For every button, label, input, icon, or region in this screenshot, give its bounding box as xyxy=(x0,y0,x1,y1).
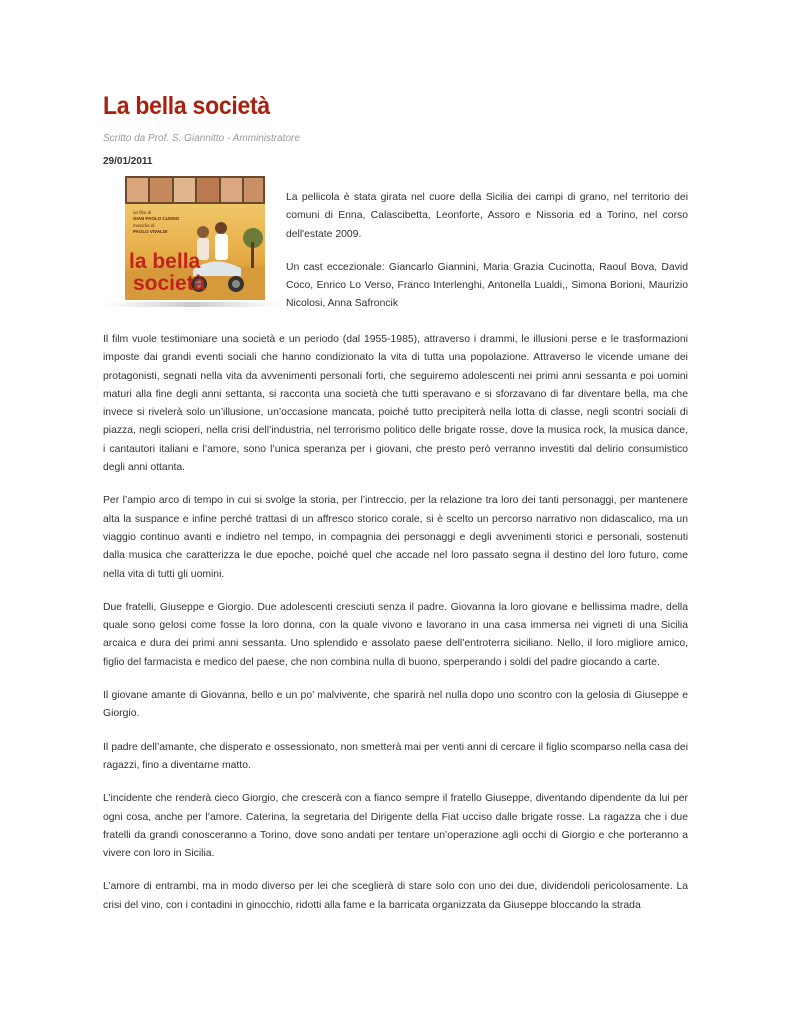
paragraph: Due fratelli, Giuseppe e Giorgio. Due adolescenti cresciuti senza il padre. Giovanna la loro giovane e bellissima madre, della quale sono gelosi come fosse la loro donna, con la quale vivono e lavorano in una casa immersa nei vigneti di una Sicilia arcaica e dura dei primi anni sessanta. Uno splendido e assolato paese dell’entroterra siciliano. Nello, il loro migliore amico, figlio del farmacista e medico del paese, che non combina nulla di buono, sperperando i soldi del padre giocando a carte. xyxy=(103,601,688,668)
paragraph: La pellicola è stata girata nel cuore della Sicilia dei campi di grano, nel territorio dei comuni di Enna, Calascibetta, Leonforte, Assoro e Nissoria ed a Torino, nel corso dell'estate 2009. xyxy=(286,192,688,240)
paragraph: Un cast eccezionale: Giancarlo Giannini, Maria Grazia Cucinotta, Raoul Bova, David Coco, Enrico Lo Verso, Franco Interlenghi, Antonella Lualdi,, Simona Borioni, Maurizio Nicolosi, Anna Safroncik xyxy=(286,261,688,310)
article-body xyxy=(103,331,688,915)
paragraph: L’amore di entrambi, ma in modo diverso per lei che sceglierà di stare solo con uno dei due, dividendoli pericolosamente. La crisi del vino, con i contadini in ginocchio, ridotti alla fame e la barricata organizzata da Giuseppe bloccando la strada xyxy=(103,881,688,911)
paragraph: Il giovane amante di Giovanna, bello e un po’ malvivente, che sparirà nel nulla dopo uno scontro con la gelosia di Giuseppe e Giorgio. xyxy=(103,690,688,720)
intro-paragraphs xyxy=(286,189,688,314)
page-title: La bella società xyxy=(103,92,270,120)
film-poster-image xyxy=(103,176,281,308)
poster-logo-line-2: società xyxy=(133,272,206,295)
paragraph: Il film vuole testimoniare una società e un periodo (dal 1955-1985), attraverso i drammi, le illusioni perse e le trasformazioni imposte dai grandi eventi sociali che hanno condizionato la vita di tutta una popolazione. Attraverso le vicende umane dei protagonisti, segnati nella vita da avvenimenti personali forti, che seguiremo adolescenti nei primi anni sessanta e poi uomini maturi alla fine degli anni settanta, si racconta una società che tutti speravano e si sforzavano di far diventare bella, ma che invece si rivelerà solo un’illusione, un’occasione mancata, poiché tutto precipiterà nella lotta di classe, negli scontri sociali di piazza, negli scioperi, nella crisi dell’industria, nel terrorismo politico delle brigate rosse, dove la musica rock, la musica dance, i cantautori italiani e l’amore, sono l’unica speranza per i giovani, che presto però verranno investiti dal delirio consumistico degli anni ottanta. xyxy=(103,334,688,474)
paragraph: Per l’ampio arco di tempo in cui si svolge la storia, per l’intreccio, per la relazione tra loro dei tanti personaggi, per mantenere alta la suspance e infine perché trattasi di un affresco storico corale, si è scelto un percorso narrativo non didascalico, ma un viaggio continuo avanti e indietro nel tempo, in compagnia dei personaggi e degli avvenimenti storici e personali, sostenuti dalla musica che caratterizza le due epoche, poiché quel che accade nel loro passato segna il destino del loro futuro, come nella vita di tutti gli uomini. xyxy=(103,495,688,580)
article-author: Scritto da Prof. S. Giannitto - Amministratore xyxy=(103,133,300,144)
poster-credit-2: GIAN PAOLO CUGNO xyxy=(133,216,180,221)
poster-credit-3: musiche di xyxy=(133,223,155,228)
poster-credit-1: un film di xyxy=(133,210,152,215)
poster-credit-4: PAOLO VIVALDI xyxy=(133,229,168,234)
article-date: 29/01/2011 xyxy=(103,156,153,167)
poster-logo-line-1: la bella xyxy=(129,250,201,273)
paragraph: L’incidente che renderà cieco Giorgio, che crescerà con a fianco sempre il fratello Giuseppe, diventando dipendente da lui per ogni cosa, anche per l’amore. Caterina, la segretaria del Dirigente della Fiat ucciso dalle brigate rosse. La ragazza che i due fratelli da grandi conosceranno a Torino, dove sono andati per tentare un’operazione agli occhi di Giorgio e che porteranno a vivere con loro in Sicilia. xyxy=(103,793,688,860)
paragraph: Il padre dell’amante, che disperato e ossessionato, non smetterà mai per venti anni di cercare il figlio scomparso nella casa dei ragazzi, fino a diventarne matto. xyxy=(103,741,688,771)
